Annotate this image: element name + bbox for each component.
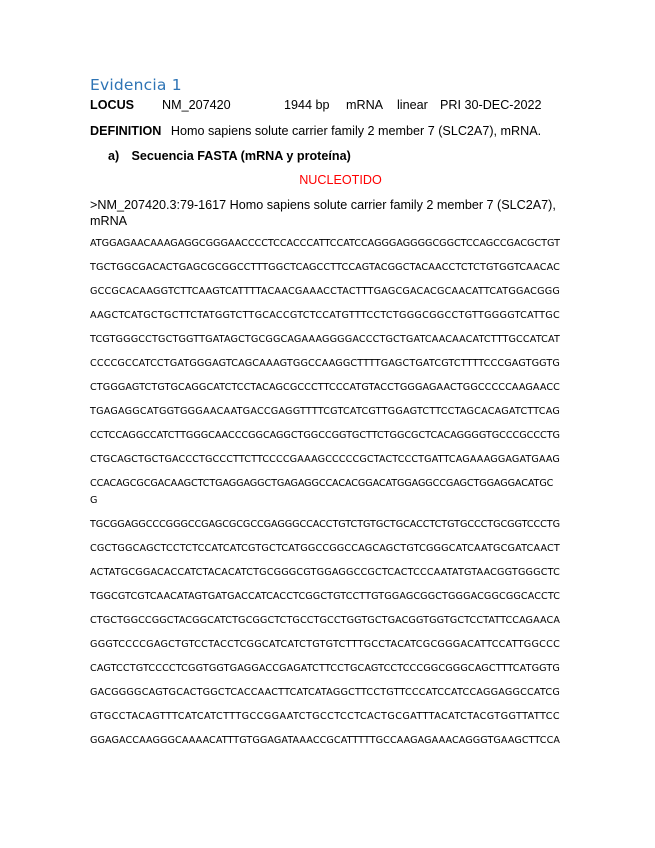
sequence-line: ACTATGCGGACACCATCTACACATCTGCGGGCGTGGAGGCCGCTCACTCCCAATATGTAACGGTGGGCTC bbox=[90, 567, 560, 578]
sequence-line: TGAGAGGCATGGTGGGAACAATGACCGAGGTTTTCGTCATCGTTGGAGTCTTCCTAGCACAGATCTTCAG bbox=[90, 406, 560, 417]
locus-accession: NM_207420 bbox=[162, 98, 231, 112]
fasta-header: >NM_207420.3:79-1617 Homo sapiens solute carrier family 2 member 7 (SLC2A7), mRNA bbox=[90, 198, 556, 228]
sequence-line: GCCGCACAAGGTCTTCAAGTCATTTTACAACGAAACCTACTTTGAGCGACACGCAACATTCATGGACGGG bbox=[90, 286, 560, 297]
definition-line bbox=[90, 124, 541, 138]
locus-label: LOCUS bbox=[90, 98, 135, 112]
sequence-line: GGAGACCAAGGGCAAAACATTTGTGGAGATAAACCGCATTTTTGCCAAGAGAAACAGGGTGAAGCTTCCA bbox=[90, 735, 561, 746]
locus-length: 1944 bp bbox=[284, 98, 330, 112]
sequence-line: TGCTGGCGACACTGAGCGCGGCCTTTGGCTCAGCCTTCCAGTACGGCTACAACCTCTCTGTGGTCAACAC bbox=[90, 262, 560, 273]
definition-label: DEFINITION bbox=[90, 124, 162, 138]
sequence-line: CAGTCCTGTCCCCTCGGTGGTGAGGACCGAGATCTTCCTGCAGTCCTCCCGGCGGGCAGCTTTCATGGTG bbox=[90, 663, 560, 674]
sequence-line: TGGCGTCGTCAACATAGTGATGACCATCACCTCGGCTGTCCTTGTGGAGCGGCTGGGACGGCGGCACCTC bbox=[90, 591, 561, 602]
sequence-line: GGGTCCCCGAGCTGTCCTACCTCGGCATCATCTGTGTCTTTGCCTACATCGCGGGACATTCCATTGGCCC bbox=[90, 639, 561, 650]
sequence-line: CTGCAGCTGCTGACCCTGCCCTTCTTCCCCGAAAGCCCCCGCTACTCCCTGATTCAGAAAGGAGATGAAG bbox=[90, 454, 560, 465]
sequence-line: TCGTGGGCCTGCTGGTTGATAGCTGCGGCAGAAAGGGGACCCTGCTGATCAACAACATCTTTGCCATCAT bbox=[90, 334, 560, 345]
sequence-line: CGCTGGCAGCTCCTCTCCATCATCGTGCTCATGGCCGGCCAGCAGCTGTCGGGCATCAATGCGATCAACT bbox=[90, 543, 560, 554]
locus-topology: linear bbox=[397, 98, 428, 112]
page-heading: Evidencia 1 bbox=[90, 76, 182, 94]
sequence-line: CCACAGCGCGACAAGCTCTGAGGAGGCTGAGAGGCCACACGGACATGGAGGCCGAGCTGGAGGACATGC bbox=[90, 478, 554, 489]
nucleotide-label: NUCLEOTIDO bbox=[299, 173, 382, 187]
section-marker: a) bbox=[108, 149, 120, 163]
sequence-line: AAGCTCATGCTGCTTCTATGGTCTTGCACCGTCTCCATGTTTCCTCTGGGCGGCCTGTTGGGGTCATTGC bbox=[90, 310, 560, 321]
locus-moltype: mRNA bbox=[346, 98, 384, 112]
sequence-line: CCCCGCCATCCTGATGGGAGTCAGCAAAGTGGCCAAGGCTTTTGAGCTGATCGTCTTTTCCCGAGTGGTG bbox=[90, 358, 561, 369]
sequence-line: GTGCCTACAGTTTCATCATCTTTGCCGGAATCTGCCTCCTCACTGCGATTTACATCTACGTGGTTATTCC bbox=[90, 711, 560, 722]
definition-text: Homo sapiens solute carrier family 2 member 7 (SLC2A7), mRNA. bbox=[170, 124, 542, 138]
sequence-line: ATGGAGAACAAAGAGGCGGGAACCCCTCCACCCATTCCATCCAGGGAGGGGCGGCTCCAGCCGACGCTGT bbox=[90, 238, 560, 249]
sequence-line: TGCGGAGGCCCGGGCCGAGCGCGCCGAGGGCCACCTGTCTGTGCTGCACCTCTGTGCCCTGCGGTCCCTG bbox=[90, 519, 560, 530]
locus-division-date: PRI 30-DEC-2022 bbox=[440, 98, 542, 112]
sequence-line: CTGCTGGCCGGCTACGGCATCTGCGGCTCTGCCTGCCTGGTGCTGACGGTGGTGCTCCTATTCCAGAACA bbox=[90, 615, 560, 626]
section-title: Secuencia FASTA (mRNA y proteína) bbox=[131, 149, 351, 163]
sequence-line: G bbox=[90, 495, 98, 506]
sequence-line: GACGGGGCAGTGCACTGGCTCACCAACTTCATCATAGGCTTCCTGTTCCCATCCATCCAGGAGGCCATCG bbox=[90, 687, 560, 698]
section-heading bbox=[108, 149, 351, 163]
sequence-line: CTGGGAGTCTGTGCAGGCATCTCCTACAGCGCCCTTCCCATGTACCTGGGAGAACTGGCCCCCAAGAACC bbox=[90, 382, 560, 393]
sequence-line: CCTCCAGGCCATCTTGGGCAACCCGGCAGGCTGGCCGGTGCTTCTGGCGCTCACAGGGGTGCCCGCCCTG bbox=[90, 430, 560, 441]
